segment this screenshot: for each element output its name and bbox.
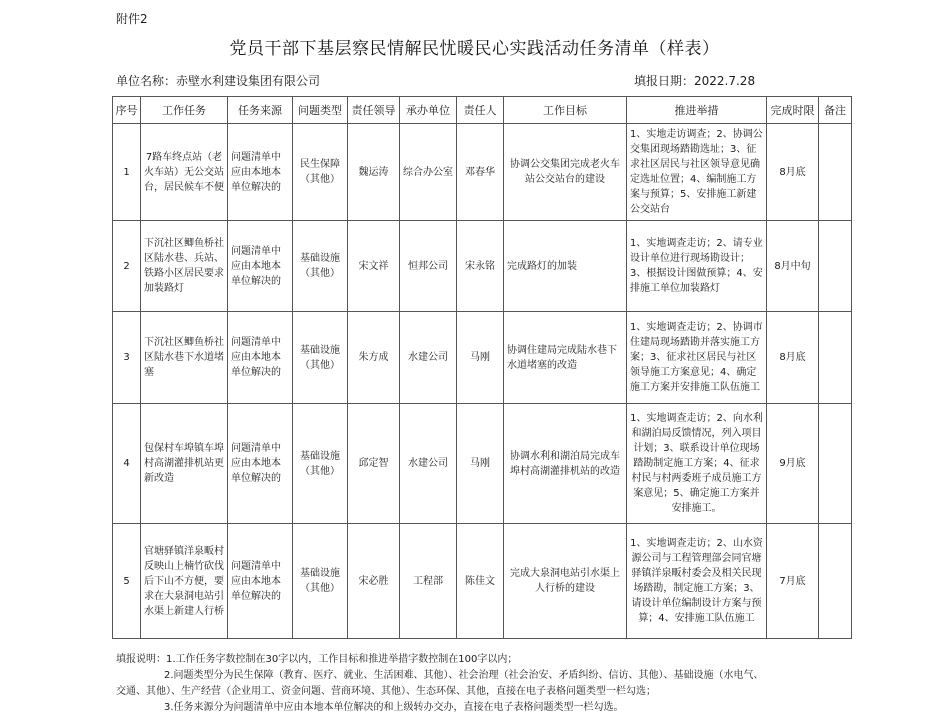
attachment-label: 附件2 [116, 12, 148, 26]
header-cell: 问题类型 [293, 97, 348, 124]
work-task: 下沉社区鲫鱼桥社区陆水巷、兵站、铁路小区居民要求加装路灯 [141, 221, 228, 312]
work-task: 官塘驿镇洋泉畈村反映山上楠竹砍伐后下山不方便，要求在大泉洞电站引水渠上新建人行桥 [141, 524, 228, 639]
work-goal: 完成路灯的加装 [504, 221, 627, 312]
work-goal: 完成大泉洞电站引水渠上人行桥的建设 [504, 524, 627, 639]
handling-unit: 综合办公室 [400, 124, 457, 221]
work-goal: 协调住建局完成陆水巷下水道堵塞的改造 [504, 312, 627, 404]
document-title: 党员干部下基层察民情解民忧暖民心实践活动任务清单（样表） [229, 39, 720, 59]
header-cell: 工作任务 [141, 97, 228, 124]
responsible-leader: 朱方成 [348, 312, 400, 404]
header-cell: 备注 [819, 97, 852, 124]
table-row [113, 124, 852, 221]
deadline: 8月底 [767, 312, 819, 404]
deadline: 8月中旬 [767, 221, 819, 312]
task-source: 问题清单中应由本地本单位解决的 [228, 312, 293, 404]
header-cell: 完成时限 [767, 97, 819, 124]
unit-name: 单位名称：赤壁水利建设集团有限公司 [116, 74, 321, 88]
task-source: 问题清单中应由本地本单位解决的 [228, 124, 293, 221]
work-goal: 协调公交集团完成老火车站公交站台的建设 [504, 124, 627, 221]
task-source: 问题清单中应由本地本单位解决的 [228, 404, 293, 524]
problem-type: 基础设施（其他） [293, 404, 348, 524]
remark [819, 524, 852, 639]
responsible-person: 邓春华 [457, 124, 504, 221]
deadline: 9月底 [767, 404, 819, 524]
table-row [113, 524, 852, 639]
problem-type: 基础设施（其他） [293, 524, 348, 639]
header-cell: 责任人 [457, 97, 504, 124]
table-row [113, 404, 852, 524]
responsible-person: 宋永铭 [457, 221, 504, 312]
table-row [113, 312, 852, 404]
measures: 1、实地调查走访；2、山水资源公司与工程管理部会同官塘驿镇洋泉畈村委会及相关民现场踏勘，制定施工方案；3、请设计单位编制设计方案与预算；4、安排施工队伍施工 [627, 524, 767, 639]
row-number: 1 [113, 124, 141, 221]
measures: 1、实地调查走访；2、协调市住建局现场踏勘并落实施工方案；3、征求社区居民与社区领导施工方案意见；4、确定施工方案并安排施工队伍施工 [627, 312, 767, 404]
work-task: 包保村车埠镇车埠村高湖灌排机站更新改造 [141, 404, 228, 524]
note-line: 填报说明：1.工作任务字数控制在30字以内，工作目标和推进举措字数控制在100字以内； [116, 654, 518, 665]
note-line: 2.问题类型分为民生保障（教育、医疗、就业、生活困难、其他）、社会治理（社会治安、矛盾纠纷、信访、其他）、基础设施（水电气、 [164, 670, 764, 681]
work-task: 下沉社区鲫鱼桥社区陆水巷下水道堵塞 [141, 312, 228, 404]
deadline: 8月底 [767, 124, 819, 221]
deadline: 7月底 [767, 524, 819, 639]
measures: 1、实地调查走访；2、向水利和湖泊局反馈情况，列入项目计划；3、联系设计单位现场踏勘制定施工方案；4、征求村民与村两委班子成员施工方案意见；5、确定施工方案并安排施工。 [627, 404, 767, 524]
table-header-row [113, 97, 852, 124]
task-list-table [112, 96, 852, 639]
header-cell: 推进举措 [627, 97, 767, 124]
fill-date: 填报日期：2022.7.28 [634, 74, 756, 88]
responsible-leader: 宋必胜 [348, 524, 400, 639]
problem-type: 基础设施（其他） [293, 221, 348, 312]
task-source: 问题清单中应由本地本单位解决的 [228, 221, 293, 312]
handling-unit: 水建公司 [400, 404, 457, 524]
handling-unit: 水建公司 [400, 312, 457, 404]
header-cell: 任务来源 [228, 97, 293, 124]
remark [819, 404, 852, 524]
row-number: 2 [113, 221, 141, 312]
problem-type: 民生保障（其他） [293, 124, 348, 221]
responsible-person: 马刚 [457, 312, 504, 404]
note-line: 交通、其他）、生产经营（企业用工、资金问题、营商环境、其他）、生态环保、其他，直接在电子表格问题类型一栏勾选； [116, 686, 656, 697]
header-cell: 责任领导 [348, 97, 400, 124]
fill-instructions [116, 652, 861, 716]
task-source: 问题清单中应由本地本单位解决的 [228, 524, 293, 639]
row-number: 5 [113, 524, 141, 639]
handling-unit: 工程部 [400, 524, 457, 639]
responsible-leader: 宋文祥 [348, 221, 400, 312]
remark [819, 221, 852, 312]
handling-unit: 恒邦公司 [400, 221, 457, 312]
note-line: 3.任务来源分为问题清单中应由本地本单位解决的和上级转办交办，直接在电子表格问题类型一栏勾选。 [164, 702, 624, 713]
header-cell: 序号 [113, 97, 141, 124]
measures: 1、实地走访调查；2、协调公交集团现场踏勘选址；3、征求社区居民与社区领导意见确定选址位置；4、编制施工方案与预算；5、安排施工新建公交站台 [627, 124, 767, 221]
remark [819, 124, 852, 221]
table-row [113, 221, 852, 312]
header-cell: 工作目标 [504, 97, 627, 124]
row-number: 3 [113, 312, 141, 404]
responsible-leader: 魏运涛 [348, 124, 400, 221]
row-number: 4 [113, 404, 141, 524]
remark [819, 312, 852, 404]
problem-type: 基础设施（其他） [293, 312, 348, 404]
responsible-person: 马刚 [457, 404, 504, 524]
measures: 1、实地调查走访；2、请专业设计单位进行现场勘设计；3、根据设计图做预算；4、安排施工单位加装路灯 [627, 221, 767, 312]
responsible-person: 陈佳文 [457, 524, 504, 639]
work-task: 7路车终点站（老火车站）无公交站台，居民候车不便 [141, 124, 228, 221]
work-goal: 协调水利和湖泊局完成车埠村高湖灌排机站的改造 [504, 404, 627, 524]
responsible-leader: 邱定智 [348, 404, 400, 524]
header-cell: 承办单位 [400, 97, 457, 124]
